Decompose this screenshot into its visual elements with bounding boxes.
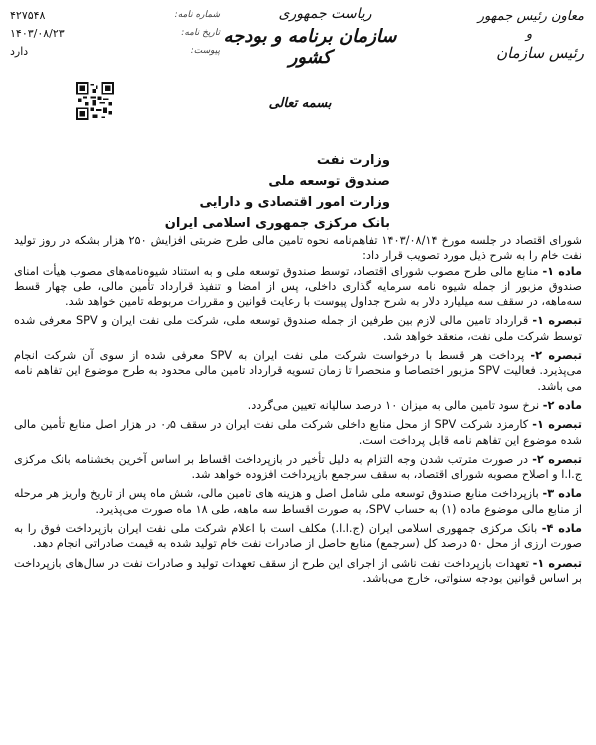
besmellah-heading: بسمه تعالی <box>268 96 332 111</box>
article-3-text: بازپرداخت منابع صندوق توسعه ملی شامل اصل و هزینه های تامین مالی، شش ماه پس از تاریخ واریز هر مرحله از منابع مالی موضوع ماده (۱) به حساب SPV، به صورت اقساط سه ماهه، طی ۱۸ ماه صورت می‌پذیرد. <box>14 487 582 516</box>
article-2-note-2 <box>14 452 582 483</box>
article-3 <box>14 486 582 517</box>
note-text: در صورت مترتب شدن وجه التزام به دلیل تأخیر در بازپرداخت اقساط بر اساس آخرین بخشنامه بانک مرکزی ج.ا.ا و اصلاح مصوبه شورای اقتصاد، به سقف سرجمع بازپرداخت افزوده خواهد شد. <box>14 452 582 482</box>
meta-date-value: ۱۴۰۳/۰۸/۲۳ <box>10 26 65 40</box>
signatory-block <box>474 8 584 62</box>
article-4 <box>14 521 582 552</box>
article-1-note-1 <box>14 313 582 344</box>
letterhead-center <box>200 6 420 68</box>
qr-code-icon <box>76 82 114 120</box>
recipient-3: وزارت امور اقتصادی و دارایی <box>199 195 390 210</box>
recipient-4: بانک مرکزی جمهوری اسلامی ایران <box>164 216 390 231</box>
note-label: تبصره ۲- <box>532 452 582 466</box>
note-text: قرارداد تامین مالی لازم بین طرفین از جمله صندوق توسعه ملی، شرکت ملی نفت ایران و SPV معرفی شده توسط شرکت ملی نفت، منعقد خواهد شد. <box>14 314 582 343</box>
note-text: کارمزد شرکت SPV از محل منابع داخلی شرکت ملی نفت ایران در سقف ۰٫۵ در هزار اصل منابع تأمین مالی شده موضوع این تفاهم نامه قابل پرداخت است. <box>14 418 582 447</box>
meta-attachment-row <box>10 42 220 60</box>
presidency-title: ریاست جمهوری <box>278 6 372 22</box>
article-2-text: نرخ سود تامین مالی به میزان ۱۰ درصد سالیانه تعیین می‌گردد. <box>247 398 540 412</box>
organization-title: سازمان برنامه و بودجه کشور <box>223 26 397 68</box>
article-1-text: منابع مالی طرح مصوب شورای اقتصاد، توسط صندوق توسعه ملی و به استناد شیوه‌نامه‌های مصوب هیأت امنای صندوق مزبور از جمله شیوه نامه سرمایه گذاری داخلی، پس از امضا و تنفیذ قرارداد تأمین مالی، طی چهار قسط سه‌ماهه، در سقف سه میلیارد دلار به شرح جداول پیوست با رعایت قوانین و مقررات مربوطه تامین خواهد شد. <box>14 264 582 309</box>
meta-date-row <box>10 24 220 42</box>
meta-attachment-value: دارد <box>10 44 29 58</box>
article-2-note-1 <box>14 417 582 448</box>
article-1 <box>14 264 582 310</box>
note-text: تعهدات بازپرداخت نفت ناشی از اجرای این طرح از سقف تعهدات تولید و صادرات نفت در سال‌های بازپرداخت بر اساس قوانین بودجه سنواتی، خارج می‌باشد. <box>14 556 582 585</box>
note-label: تبصره ۱- <box>532 314 583 328</box>
article-2-label: ماده ۲- <box>542 398 582 412</box>
signatory-line1: معاون رئیس جمهور <box>477 9 584 24</box>
article-4-note-1 <box>14 556 582 587</box>
meta-date-label: تاریخ نامه: <box>181 28 220 38</box>
note-text: پرداخت هر قسط با درخواست شرکت ملی نفت ایران به SPV معرفی شده از سوی آن شرکت انجام می‌پذیرد. فعالیت SPV مزبور اختصاصا و منحصرا تا زمان تسویه قرارداد تامین مالی محدود به طرح موضوع این تفاهم نامه می باشد. <box>14 349 582 393</box>
recipient-2: صندوق توسعه ملی <box>268 174 390 189</box>
meta-number-value: ۴۲۷۵۴۸ <box>10 8 46 22</box>
intro-paragraph: شورای اقتصاد در جلسه مورخ ۱۴۰۳/۰۸/۱۴ تفاهم‌نامه نحوه تامین مالی طرح ضربتی افزایش ۲۵۰ هزار بشکه در روز تولید نفت خام را به شرح ذیل مورد تصویب قرار داد: <box>14 234 583 263</box>
article-2 <box>14 398 582 413</box>
letter-body <box>14 233 582 586</box>
recipient-list <box>164 150 390 234</box>
note-label: تبصره ۱- <box>532 556 582 570</box>
letter-meta <box>10 6 220 60</box>
meta-attachment-label: پیوست: <box>190 46 220 56</box>
article-3-label: ماده ۳- <box>542 487 582 501</box>
recipient-1: وزارت نفت <box>316 153 390 168</box>
signatory-line2: و <box>525 27 533 42</box>
signatory-line3: رئیس سازمان <box>496 44 584 62</box>
note-label: تبصره ۱- <box>532 418 582 432</box>
article-1-note-2 <box>14 348 582 394</box>
article-4-label: ماده ۴- <box>541 522 582 536</box>
meta-number-row <box>10 6 220 24</box>
meta-number-label: شماره نامه: <box>174 10 220 20</box>
article-1-label: ماده ۱- <box>542 264 582 278</box>
article-4-text: بانک مرکزی جمهوری اسلامی ایران (ج.ا.ا.) مکلف است با اعلام شرکت ملی نفت ایران بازپرداخت فوق را به صورت ارزی از محل ۵۰ درصد کل (سرجمع) منابع حاصل از صادرات نفت خام تولید شده به قیمت صادراتی انجام دهد. <box>14 522 582 551</box>
note-label: تبصره ۲- <box>530 349 583 363</box>
